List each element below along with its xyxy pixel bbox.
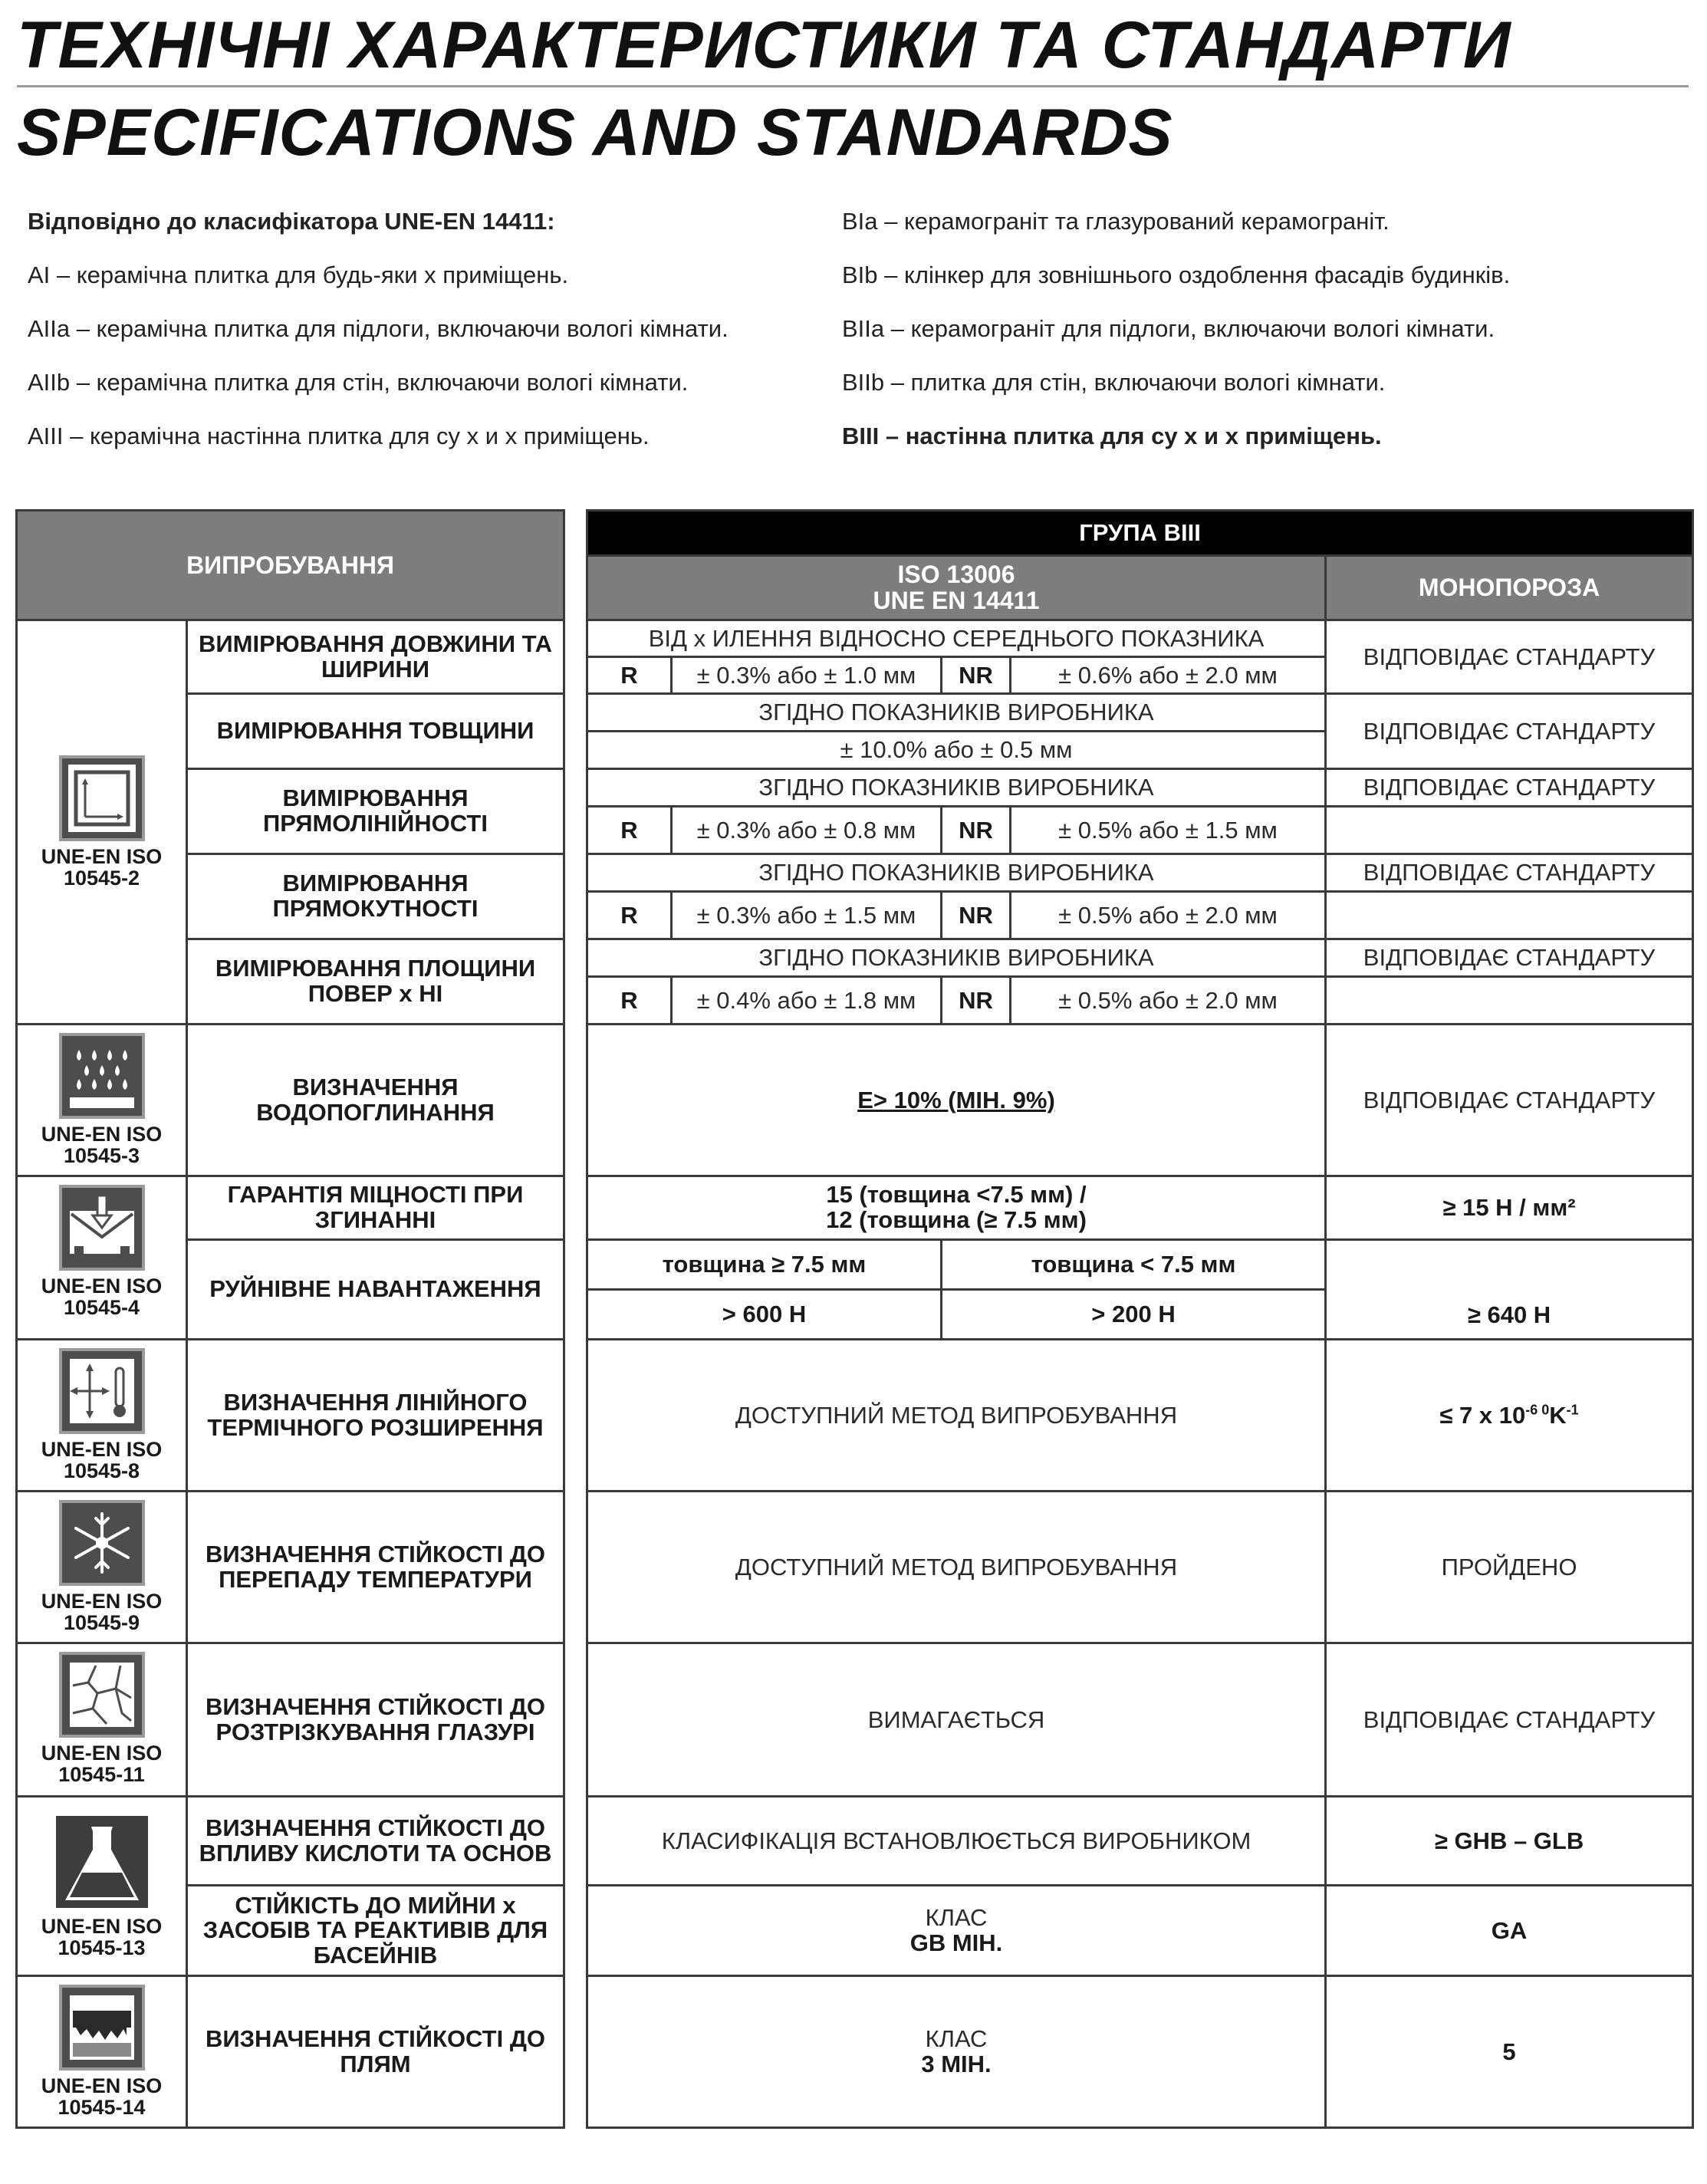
empty-cell [1326,807,1693,854]
standard-number: 10545-13 [58,1936,146,1960]
standard-number: 10545-8 [63,1459,140,1483]
water-absorption-value: E> 10% (МІН. 9%) [587,1025,1326,1176]
length-width-deviation: ВІД х ИЛЕННЯ ВІДНОСНО СЕРЕДНЬОГО ПОКАЗНИКА [587,620,1326,657]
icon-cell-10545-9 [17,1492,187,1643]
thickness-mono: ВІДПОВІДАЄ СТАНДАРТУ [1326,694,1693,769]
empty-cell [1326,892,1693,939]
r-label: R [587,807,672,854]
test-straightness: ВИМІРЮВАННЯ ПРЯМОЛІНІЙНОСТІ [187,769,564,854]
bending-line1: 15 (товщина <7.5 мм) / [826,1181,1087,1209]
standard-number: 10545-11 [58,1763,145,1787]
detergents-mono: GA [1326,1886,1693,1976]
tests-header: ВИПРОБУВАННЯ [17,511,564,620]
crazing-value: ВИМАГАЄТЬСЯ [587,1643,1326,1797]
standard-iso: ISO 13006 [897,560,1015,588]
tests-table [15,509,565,2129]
icon-cell-10545-2 [17,620,187,1025]
standard-number: 10545-3 [63,1144,140,1168]
standard-une: UNE EN 14411 [873,586,1040,614]
test-thermal-expansion: ВИЗНАЧЕННЯ ЛІНІЙНОГО ТЕРМІЧНОГО РОЗШИРЕННЯ [187,1340,564,1492]
standard-number: 10545-14 [58,2096,146,2120]
classification-item-ai: AI – керамічна плитка для будь-яки х приміщень. [28,261,569,288]
title-english: SPECIFICATIONS AND STANDARDS [17,96,1173,169]
detergents-value [587,1886,1326,1976]
standard-label: UNE-EN ISO [41,1123,163,1146]
test-thermal-shock: ВИЗНАЧЕННЯ СТІЙКОСТІ ДО ПЕРЕПАДУ ТЕМПЕРАТУРИ [187,1492,564,1643]
straightness-mono: ВІДПОВІДАЄ СТАНДАРТУ [1326,769,1693,807]
water-absorption-mono: ВІДПОВІДАЄ СТАНДАРТУ [1326,1025,1693,1176]
standard-label: UNE-EN ISO [41,1915,163,1938]
test-crazing: ВИЗНАЧЕННЯ СТІЙКОСТІ ДО РОЗТРІЗКУВАННЯ ГЛАЗУРІ [187,1643,564,1797]
bending-arrow-icon [59,1185,145,1271]
stains-mono: 5 [1326,1976,1693,2128]
test-thickness: ВИМІРЮВАННЯ ТОВЩИНИ [187,694,564,769]
r-label: R [587,657,672,694]
standard-number: 10545-4 [63,1296,140,1320]
classification-item-aiib: AIIb – керамічна плитка для стін, включаючи вологі кімнати. [28,369,689,396]
test-length-width: ВИМІРЮВАННЯ ДОВЖИНИ ТА ШИРИНИ [187,620,564,694]
thickness-manufacturer: ЗГІДНО ПОКАЗНИКІВ ВИРОБНИКА [587,694,1326,732]
thermal-shock-mono: ПРОЙДЕНО [1326,1492,1693,1643]
classification-item-aiia: AIIa – керамічна плитка для підлоги, включаючи вологі кімнати. [28,315,729,342]
nr-label: NR [942,892,1011,939]
title-ukrainian: ТЕХНІЧНІ ХАРАКТЕРИСТИКИ ТА СТАНДАРТИ [17,8,1511,82]
length-width-r-value: ± 0.3% або ± 1.0 мм [672,657,942,694]
rectangularity-mono: ВІДПОВІДАЄ СТАНДАРТУ [1326,854,1693,892]
icon-cell-10545-8 [17,1340,187,1492]
bending-line2: 12 (товщина (≥ 7.5 мм) [826,1206,1087,1233]
breaking-thin-value: > 200 Н [942,1290,1326,1340]
thermal-expansion-icon [59,1348,145,1434]
stains-line1: КЛАС [925,2024,988,2052]
stain-icon [59,1985,145,2071]
water-drops-icon [59,1033,145,1119]
acids-bases-value: КЛАСИФІКАЦІЯ ВСТАНОВЛЮЄТЬСЯ ВИРОБНИКОМ [587,1797,1326,1886]
standard-label: UNE-EN ISO [41,1742,163,1765]
thermal-mono-unit: K [1549,1401,1567,1429]
r-label: R [587,892,672,939]
test-bending: ГАРАНТІЯ МІЦНОСТІ ПРИ ЗГИНАННІ [187,1176,564,1240]
rectangularity-nr-value: ± 0.5% або ± 2.0 мм [1011,892,1326,939]
test-detergents: СТІЙКІСТЬ ДО МИЙНИ х ЗАСОБІВ ТА РЕАКТИВІВ ДЛЯ БАСЕЙНІВ [187,1886,564,1976]
classification-right-column [842,201,1510,469]
classification-heading: Відповідно до класифікатора UNE-EN 14411: [28,208,555,235]
thickness-value: ± 10.0% або ± 0.5 мм [587,732,1326,769]
thermal-mono-exp2: -1 [1566,1402,1579,1418]
rectangularity-r-value: ± 0.3% або ± 1.5 мм [672,892,942,939]
thermal-expansion-mono [1326,1340,1693,1492]
standard-label: UNE-EN ISO [41,2074,163,2097]
flatness-manufacturer: ЗГІДНО ПОКАЗНИКІВ ВИРОБНИКА [587,939,1326,977]
chemical-flask-icon [56,1816,148,1908]
rectangularity-manufacturer: ЗГІДНО ПОКАЗНИКІВ ВИРОБНИКА [587,854,1326,892]
standard-number: 10545-9 [63,1611,140,1635]
breaking-thick-value: > 600 Н [587,1290,942,1340]
cracked-glaze-icon [59,1652,145,1738]
icon-cell-10545-14 [17,1976,187,2128]
thermal-shock-value: ДОСТУПНИЙ МЕТОД ВИПРОБУВАННЯ [587,1492,1326,1643]
classification-item-bib: BIb – клінкер для зовнішнього оздоблення фасадів будинків. [842,261,1511,288]
thermal-expansion-value: ДОСТУПНИЙ МЕТОД ВИПРОБУВАННЯ [587,1340,1326,1492]
bending-mono: ≥ 15 Н / мм² [1326,1176,1693,1240]
flatness-nr-value: ± 0.5% або ± 2.0 мм [1011,977,1326,1025]
straightness-r-value: ± 0.3% або ± 0.8 мм [672,807,942,854]
flatness-mono: ВІДПОВІДАЄ СТАНДАРТУ [1326,939,1693,977]
r-label: R [587,977,672,1025]
results-table [586,509,1694,2129]
classification-item-aiii: AIII – керамічна настінна плитка для су х и х приміщень. [28,423,650,449]
breaking-mono: ≥ 640 Н [1326,1240,1693,1340]
length-width-mono: ВІДПОВІДАЄ СТАНДАРТУ [1326,620,1693,694]
acids-bases-mono: ≥ GHB – GLB [1326,1797,1693,1886]
breaking-thick-label: товщина ≥ 7.5 мм [587,1240,942,1290]
icon-cell-10545-11 [17,1643,187,1797]
breaking-thin-label: товщина < 7.5 мм [942,1240,1326,1290]
icon-cell-10545-4 [17,1176,187,1340]
title-divider [17,85,1689,87]
test-stains: ВИЗНАЧЕННЯ СТІЙКОСТІ ДО ПЛЯМ [187,1976,564,2128]
test-acids-bases: ВИЗНАЧЕННЯ СТІЙКОСТІ ДО ВПЛИВУ КИСЛОТИ ТА ОСНОВ [187,1797,564,1886]
test-breaking-load: РУЙНІВНЕ НАВАНТАЖЕННЯ [187,1240,564,1340]
empty-cell [1326,977,1693,1025]
classification-item-biib: BIIb – плитка для стін, включаючи вологі кімнати. [842,369,1386,396]
classification-item-bia: BIa – керамограніт та глазурований керамограніт. [842,208,1390,235]
thermal-mono-base: ≤ 7 х 10 [1439,1401,1526,1429]
thermal-mono-exp1: -6 0 [1525,1402,1550,1418]
stains-line2: 3 МІН. [921,2050,992,2077]
standard-label: UNE-EN ISO [41,1590,163,1613]
classification-item-biia: BIIa – керамограніт для підлоги, включаючи вологі кімнати. [842,315,1495,342]
nr-label: NR [942,657,1011,694]
test-water-absorption: ВИЗНАЧЕННЯ ВОДОПОГЛИНАННЯ [187,1025,564,1176]
straightness-manufacturer: ЗГІДНО ПОКАЗНИКІВ ВИРОБНИКА [587,769,1326,807]
icon-cell-10545-3 [17,1025,187,1176]
standard-label: UNE-EN ISO [41,1275,163,1298]
standard-column-header [587,556,1326,620]
standard-number: 10545-2 [63,867,140,890]
nr-label: NR [942,807,1011,854]
test-rectangularity: ВИМІРЮВАННЯ ПРЯМОКУТНОСТІ [187,854,564,939]
icon-cell-10545-13 [17,1797,187,1976]
nr-label: NR [942,977,1011,1025]
square-dimensions-icon [59,755,145,841]
bending-value [587,1176,1326,1240]
standard-label: UNE-EN ISO [41,844,163,868]
flatness-r-value: ± 0.4% або ± 1.8 мм [672,977,942,1025]
crazing-mono: ВІДПОВІДАЄ СТАНДАРТУ [1326,1643,1693,1797]
straightness-nr-value: ± 0.5% або ± 1.5 мм [1011,807,1326,854]
classification-left-column [28,201,729,469]
classification-item-biii: BIII – настінна плитка для су х и х приміщень. [842,423,1382,449]
monoporosa-column-header: МОНОПОРОЗА [1326,556,1693,620]
test-flatness: ВИМІРЮВАННЯ ПЛОЩИНИ ПОВЕР х НІ [187,939,564,1025]
detergents-line2: GB МІН. [909,1929,1003,1956]
length-width-nr-value: ± 0.6% або ± 2.0 мм [1011,657,1326,694]
stains-value [587,1976,1326,2128]
detergents-line1: КЛАС [925,1903,988,1931]
group-header: ГРУПА BIII [587,511,1693,556]
snowflake-sun-icon [59,1500,145,1586]
standard-label: UNE-EN ISO [41,1438,163,1461]
